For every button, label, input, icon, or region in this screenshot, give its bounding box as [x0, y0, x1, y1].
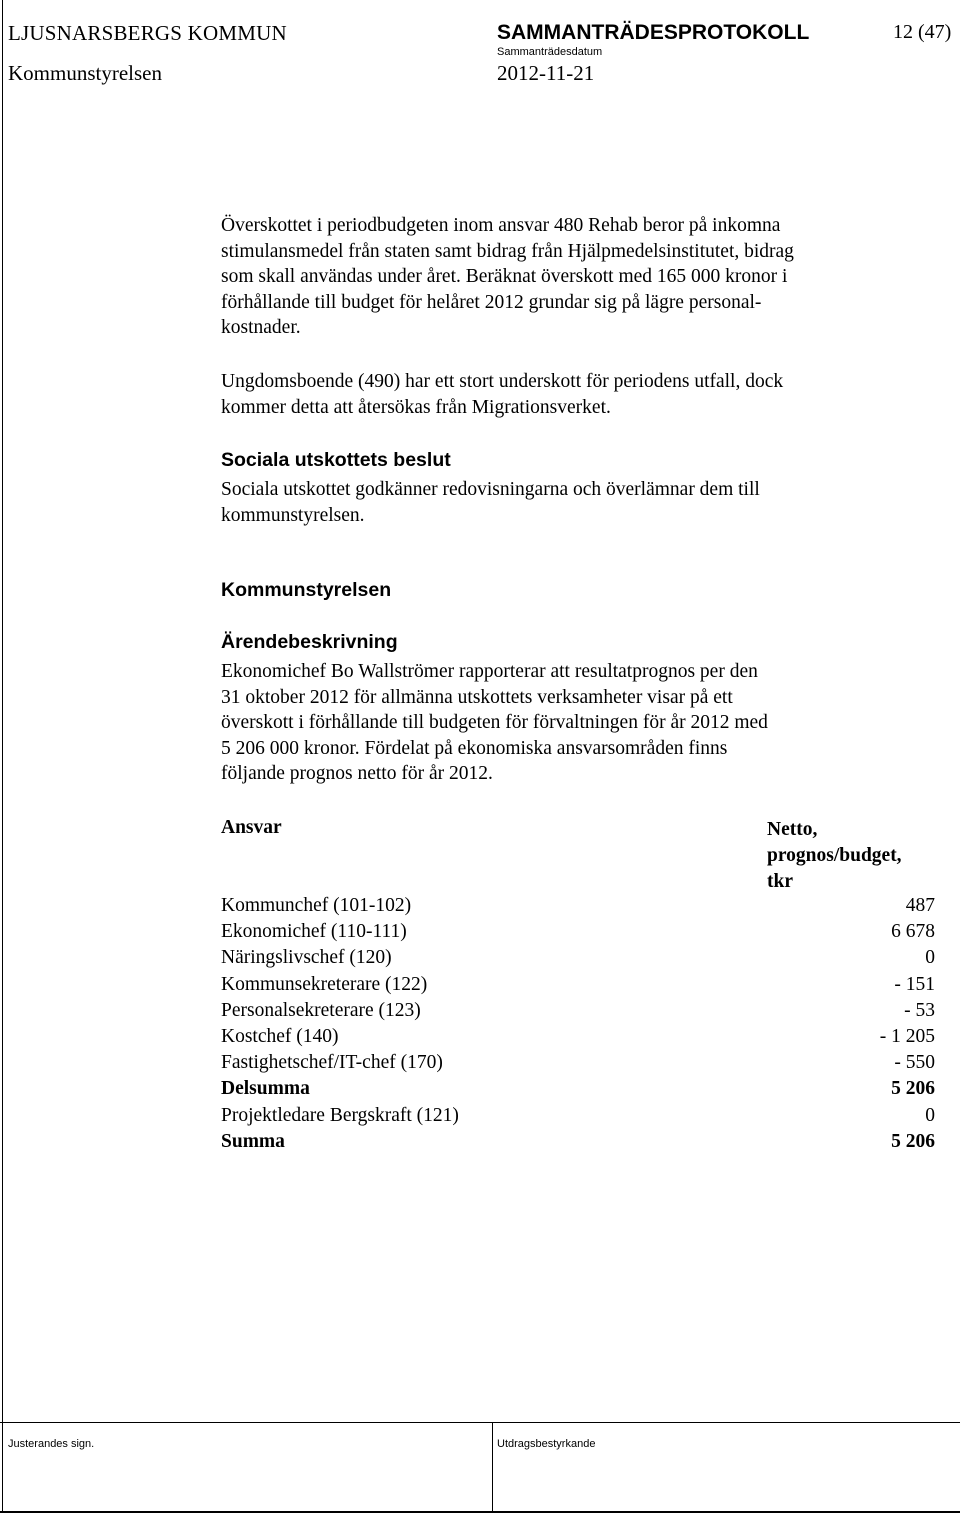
- row-value: - 151: [894, 973, 935, 995]
- row-value: - 550: [894, 1052, 935, 1074]
- meeting-date: 2012-11-21: [497, 61, 595, 85]
- table-row: [221, 972, 935, 998]
- header-line: Netto,: [767, 819, 818, 840]
- table-row-total: [221, 1129, 935, 1155]
- table-row: [221, 919, 935, 945]
- text-line: förhållande till budget för helåret 2012 grundar sig på lägre personal-: [221, 291, 762, 313]
- document-title: SAMMANTRÄDESPROTOKOLL: [497, 21, 810, 44]
- table-row: [221, 893, 935, 919]
- paragraph-rehab: [221, 213, 921, 341]
- text-line: kostnader.: [221, 317, 301, 338]
- page-number: 12 (47): [893, 21, 952, 43]
- row-value: - 1 205: [879, 1026, 935, 1048]
- column-header-ansvar: Ansvar: [221, 817, 282, 838]
- budget-table: [221, 893, 935, 1155]
- row-label: Personalsekreterare (123): [221, 999, 421, 1021]
- header-line: prognos/budget,: [767, 845, 902, 866]
- municipality-name: LJUSNARSBERGS KOMMUN: [8, 21, 287, 45]
- row-label: Delsumma: [221, 1078, 310, 1100]
- row-label: Kommunsekreterare (122): [221, 973, 428, 995]
- row-label: Näringslivschef (120): [221, 947, 392, 969]
- header-line: tkr: [767, 871, 793, 892]
- text-line: som skall användas under året. Beräknat överskott med 165 000 kronor i: [221, 266, 788, 287]
- table-row: [221, 1024, 935, 1050]
- row-value: 487: [905, 895, 935, 916]
- text-line: kommunstyrelsen.: [221, 504, 365, 526]
- signature-divider: [492, 1422, 493, 1513]
- text-line: överskott i förhållande till budgeten för förvaltningen för år 2012 med: [221, 712, 768, 733]
- department-name: Kommunstyrelsen: [8, 61, 162, 85]
- row-label: Kommunchef (101-102): [221, 895, 412, 916]
- row-value: 0: [925, 1104, 935, 1126]
- paragraph-arendebeskrivning: [221, 659, 921, 787]
- row-label: Summa: [221, 1130, 285, 1152]
- signature-line: [0, 1422, 960, 1423]
- page-frame-left: [2, 0, 3, 1513]
- table-row-subtotal: [221, 1076, 935, 1102]
- text-line: Sociala utskottet godkänner redovisningarna och överlämnar dem till: [221, 479, 760, 500]
- text-line: stimulansmedel från staten samt bidrag från Hjälpmedelsinstitutet, bidrag: [221, 240, 794, 262]
- text-line: 5 206 000 kronor. Fördelat på ekonomiska ansvarsområden finns: [221, 737, 728, 759]
- text-line: följande prognos netto för år 2012.: [221, 763, 493, 784]
- paragraph-ungdomsboende: [221, 369, 921, 420]
- row-label: Projektledare Bergskraft (121): [221, 1104, 459, 1126]
- column-header-netto: [767, 817, 947, 895]
- row-label: Ekonomichef (110-111): [221, 921, 407, 943]
- row-value: 6 678: [891, 921, 935, 943]
- text-line: Ekonomichef Bo Wallströmer rapporterar att resultatprognos per den: [221, 661, 758, 682]
- table-row: [221, 1050, 935, 1076]
- justerandes-sign-label: Justerandes sign.: [8, 1438, 95, 1450]
- row-value: 5 206: [891, 1078, 935, 1100]
- text-line: kommer detta att återsökas från Migrationsverket.: [221, 396, 611, 418]
- table-row: [221, 945, 935, 971]
- text-line: Överskottet i periodbudgeten inom ansvar 480 Rehab beror på inkomna: [221, 215, 781, 236]
- heading-kommunstyrelsen: Kommunstyrelsen: [221, 579, 392, 601]
- heading-arendebeskrivning: Ärendebeskrivning: [221, 631, 398, 653]
- paragraph-social-decision: [221, 477, 921, 528]
- text-line: Ungdomsboende (490) har ett stort underskott för periodens utfall, dock: [221, 371, 784, 392]
- text-line: 31 oktober 2012 för allmänna utskottets verksamheter visar på ett: [221, 686, 733, 708]
- heading-social-decision: Sociala utskottets beslut: [221, 449, 451, 471]
- row-value: 5 206: [891, 1130, 935, 1152]
- date-label: Sammanträdesdatum: [497, 46, 603, 58]
- table-row: [221, 1103, 935, 1129]
- row-value: - 53: [904, 999, 935, 1021]
- row-label: Fastighetschef/IT-chef (170): [221, 1052, 443, 1074]
- row-value: 0: [925, 947, 935, 969]
- utdragsbestyrkande-label: Utdragsbestyrkande: [497, 1438, 596, 1450]
- row-label: Kostchef (140): [221, 1026, 339, 1048]
- table-row: [221, 998, 935, 1024]
